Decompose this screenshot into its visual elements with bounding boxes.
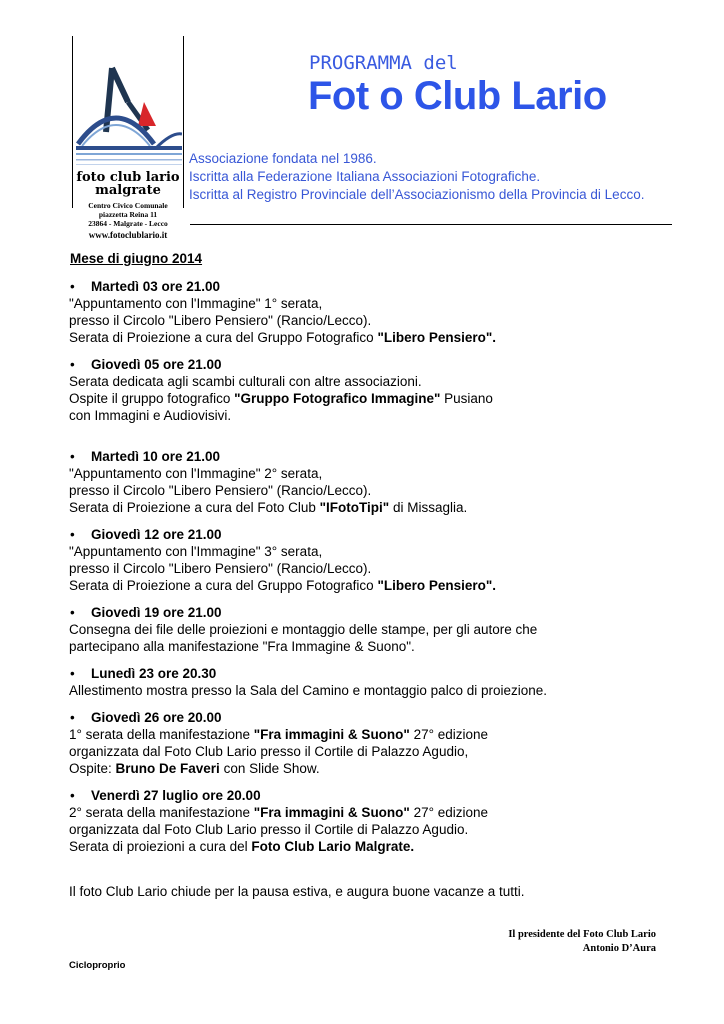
event-item — [69, 526, 689, 594]
event-date-label: Giovedì 12 ore 21.00 — [91, 527, 222, 542]
event-highlight: "Libero Pensiero". — [377, 330, 497, 345]
event-description-line — [69, 804, 689, 821]
event-text: presso il Circolo "Libero Pensiero" (Rancio/Lecco). — [69, 313, 372, 328]
event-text: con Immagini e Audiovisivi. — [69, 408, 232, 423]
event-description-line — [69, 543, 689, 560]
event-highlight: "Libero Pensiero". — [377, 578, 497, 593]
event-description-line — [69, 482, 689, 499]
association-line: Iscritta al Registro Provinciale dell’Associazionismo della Provincia di Lecco. — [189, 187, 645, 202]
event-description-line — [69, 821, 689, 838]
event-item — [69, 356, 689, 424]
event-text: 2° serata della manifestazione — [69, 805, 254, 820]
event-description-line — [69, 560, 689, 577]
logo-club-name: foto club lario — [76, 170, 180, 185]
event-text: organizzata dal Foto Club Lario presso il Cortile di Palazzo Agudio, — [69, 744, 469, 759]
event-description-line — [69, 312, 689, 329]
event-description-line — [69, 390, 689, 407]
event-text: di Missaglia. — [389, 500, 468, 515]
event-item — [69, 278, 689, 346]
event-date-time — [69, 356, 689, 373]
event-item — [69, 604, 689, 655]
signature-name: Antonio D’Aura — [582, 943, 656, 954]
event-text: 1° serata della manifestazione — [69, 727, 254, 742]
event-date-time — [69, 604, 689, 621]
event-text: 27° edizione — [409, 805, 489, 820]
event-item — [69, 787, 689, 855]
event-text: Serata di Proiezione a cura del Foto Club — [69, 500, 320, 515]
logo-address-line-3: 23864 - Malgrate - Lecco — [88, 219, 168, 228]
event-text: Ospite: — [69, 761, 116, 776]
events-list — [69, 278, 689, 855]
association-info — [189, 150, 644, 204]
event-item — [69, 665, 689, 699]
event-date-label: Giovedì 05 ore 21.00 — [91, 357, 222, 372]
event-date-label: Venerdì 27 luglio ore 20.00 — [91, 788, 261, 803]
event-text: Serata di Proiezione a cura del Gruppo Fotografico — [69, 330, 378, 345]
logo-address-line-1: Centro Civico Comunale — [88, 201, 168, 210]
event-date-time — [69, 448, 689, 465]
event-date-label: Giovedì 19 ore 21.00 — [91, 605, 222, 620]
event-description-line — [69, 295, 689, 312]
event-description-line — [69, 499, 689, 516]
event-highlight: "Gruppo Fotografico Immagine" — [234, 391, 441, 406]
bullet-icon: • — [70, 449, 75, 464]
event-description-line — [69, 621, 689, 638]
event-description-line — [69, 743, 689, 760]
header-divider — [190, 224, 672, 225]
event-date-time — [69, 787, 689, 804]
event-text: Serata dedicata agli scambi culturali con altre associazioni. — [69, 374, 422, 389]
event-description-line — [69, 577, 689, 594]
bullet-icon: • — [70, 605, 75, 620]
event-highlight: Bruno De Faveri — [115, 761, 220, 776]
bullet-icon: • — [70, 666, 75, 681]
event-text: con Slide Show. — [219, 761, 320, 776]
event-date-label: Martedì 03 ore 21.00 — [91, 279, 221, 294]
event-description-line — [69, 407, 689, 424]
event-date-label: Giovedì 26 ore 20.00 — [91, 710, 222, 725]
event-text: partecipano alla manifestazione "Fra Immagine & Suono". — [69, 639, 415, 654]
event-text: "Appuntamento con l'Immagine" 1° serata, — [69, 296, 323, 311]
event-text: presso il Circolo "Libero Pensiero" (Rancio/Lecco). — [69, 561, 372, 576]
event-date-label: Martedì 10 ore 21.00 — [91, 449, 221, 464]
programma-label: PROGRAMMA del — [309, 52, 458, 74]
event-text: "Appuntamento con l'Immagine" 2° serata, — [69, 466, 323, 481]
event-text: Pusiano — [440, 391, 493, 406]
event-text: 27° edizione — [409, 727, 489, 742]
event-text: organizzata dal Foto Club Lario presso il Cortile di Palazzo Agudio. — [69, 822, 469, 837]
bullet-icon: • — [70, 788, 75, 803]
event-text: Consegna dei file delle proiezioni e montaggio delle stampe, per gli autore che — [69, 622, 538, 637]
event-date-time — [69, 709, 689, 726]
association-line: Iscritta alla Federazione Italiana Associazioni Fotografiche. — [189, 169, 541, 184]
event-highlight: "IFotoTipi" — [319, 500, 390, 515]
event-description-line — [69, 638, 689, 655]
closing-message: Il foto Club Lario chiude per la pausa estiva, e augura buone vacanze a tutti. — [69, 884, 525, 899]
logo-address-line-2: piazzetta Reina 11 — [98, 210, 158, 219]
month-heading: Mese di giugno 2014 — [70, 251, 203, 266]
event-date-time — [69, 278, 689, 295]
event-item — [69, 709, 689, 777]
event-date-time — [69, 665, 689, 682]
bullet-icon: • — [70, 527, 75, 542]
event-highlight: Foto Club Lario Malgrate. — [251, 839, 415, 854]
event-description-line — [69, 760, 689, 777]
event-highlight: "Fra immagini & Suono" — [253, 805, 410, 820]
event-description-line — [69, 329, 689, 346]
bullet-icon: • — [70, 357, 75, 372]
event-description-line — [69, 373, 689, 390]
event-date-time — [69, 526, 689, 543]
event-description-line — [69, 682, 689, 699]
event-date-label: Lunedì 23 ore 20.30 — [91, 666, 217, 681]
event-text: Serata di Proiezione a cura del Gruppo Fotografico — [69, 578, 378, 593]
bullet-icon: • — [70, 279, 75, 294]
event-highlight: "Fra immagini & Suono" — [253, 727, 410, 742]
event-description-line — [69, 838, 689, 855]
event-text: Ospite il gruppo fotografico — [69, 391, 235, 406]
event-description-line — [69, 726, 689, 743]
association-line: Associazione fondata nel 1986. — [189, 151, 377, 166]
logo-club-town: malgrate — [95, 183, 161, 198]
logo-website: www.fotoclublario.it — [88, 230, 168, 240]
event-text: "Appuntamento con l'Immagine" 3° serata, — [69, 544, 323, 559]
bullet-icon: • — [70, 710, 75, 725]
event-item — [69, 448, 689, 516]
event-description-line — [69, 465, 689, 482]
signature-block — [508, 928, 656, 956]
club-title: Fot o Club Lario — [308, 74, 607, 118]
event-text: presso il Circolo "Libero Pensiero" (Rancio/Lecco). — [69, 483, 372, 498]
logo-bridge-sail-graphic — [76, 62, 182, 170]
club-logo — [72, 36, 184, 240]
event-text: Serata di proiezioni a cura del — [69, 839, 252, 854]
event-text: Allestimento mostra presso la Sala del Camino e montaggio palco di proiezione. — [69, 683, 548, 698]
signature-title: Il presidente del Foto Club Lario — [508, 929, 656, 940]
footer-note: Cicloproprio — [69, 960, 126, 971]
